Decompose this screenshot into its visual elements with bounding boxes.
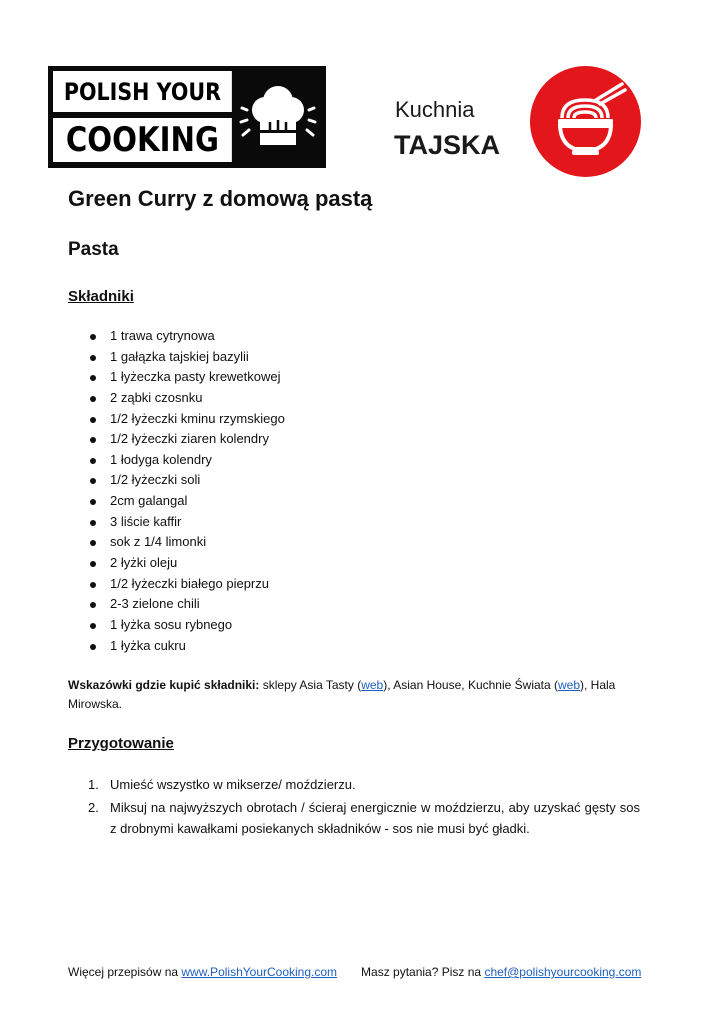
ingredients-heading: Składniki: [68, 288, 134, 305]
ingredient-item: 1/2 łyżeczki białego pieprzu: [88, 574, 285, 595]
noodle-bowl-icon: [530, 66, 641, 177]
section-heading: Pasta: [68, 239, 119, 260]
email-link[interactable]: chef@polishyourcooking.com: [484, 965, 642, 979]
ingredient-item: 2cm galangal: [88, 491, 285, 512]
preparation-steps: [88, 774, 640, 841]
ingredient-item: 2-3 zielone chili: [88, 594, 285, 615]
ingredient-item: sok z 1/4 limonki: [88, 532, 285, 553]
ingredient-item: 1/2 łyżeczki soli: [88, 470, 285, 491]
brand-logo: [48, 66, 326, 168]
ingredient-item: 1 łyżeczka pasty krewetkowej: [88, 367, 285, 388]
step-text: Umieść wszystko w mikserze/ moździerzu.: [110, 777, 356, 792]
ingredient-item: 2 ząbki czosnku: [88, 388, 285, 409]
tips-text-2: ), Asian House, Kuchnie Świata (: [383, 678, 558, 692]
preparation-heading: Przygotowanie: [68, 735, 174, 752]
ingredient-item: 3 liście kaffir: [88, 512, 285, 533]
asia-tasty-web-link[interactable]: web: [361, 678, 384, 692]
ingredients-list: [88, 326, 285, 656]
footer-questions-label: Masz pytania? Pisz na: [361, 965, 485, 979]
ingredient-item: 1 łodyga kolendry: [88, 450, 285, 471]
step-number: 1.: [88, 777, 99, 792]
ingredient-item: 1/2 łyżeczki kminu rzymskiego: [88, 409, 285, 430]
logo-line-2: COOKING: [53, 118, 232, 162]
shopping-tips: [68, 676, 628, 714]
website-link[interactable]: www.PolishYourCooking.com: [181, 965, 338, 979]
tips-text-3: ), Hala Mirowska.: [68, 678, 616, 711]
kuchnie-swiata-web-link[interactable]: web: [558, 678, 581, 692]
chef-hat-icon: [239, 80, 317, 156]
cuisine-label: Kuchnia: [395, 97, 475, 122]
recipe-title: Green Curry z domową pastą: [68, 186, 373, 211]
tips-label: Wskazówki gdzie kupić składniki:: [68, 678, 260, 692]
footer-more-label: Więcej przepisów na: [68, 965, 182, 979]
ingredient-item: 1 gałązka tajskiej bazylii: [88, 347, 285, 368]
ingredient-item: 1 łyżka cukru: [88, 636, 285, 657]
step-item: [88, 797, 640, 839]
ingredient-item: 1 trawa cytrynowa: [88, 326, 285, 347]
ingredient-item: 1/2 łyżeczki ziaren kolendry: [88, 429, 285, 450]
tips-text-1: sklepy Asia Tasty (: [259, 678, 362, 692]
cuisine-name: TAJSKA: [394, 130, 501, 160]
ingredient-item: 2 łyżki oleju: [88, 553, 285, 574]
ingredient-item: 1 łyżka sosu rybnego: [88, 615, 285, 636]
logo-line-1: POLISH YOUR: [53, 71, 232, 112]
step-item: [88, 774, 640, 795]
step-text: Miksuj na najwyższych obrotach / ścieraj energicznie w moździerzu, aby uzyskać gęsty sos z drobnymi kawałkami posiekanych składników - sos nie musi być gładki.: [110, 800, 640, 836]
step-number: 2.: [88, 800, 99, 815]
page-footer: [68, 965, 641, 979]
